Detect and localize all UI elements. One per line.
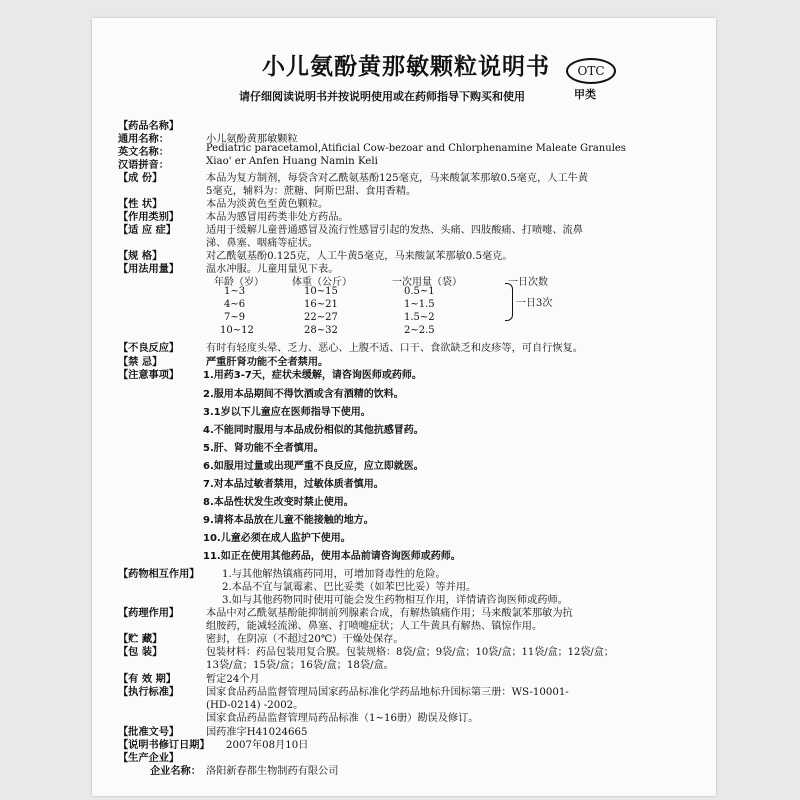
dosage-weight-cell: 16~21 bbox=[304, 299, 338, 310]
document-title: 小儿氨酚黄那敏颗粒说明书 bbox=[262, 54, 550, 80]
storage-label: 【贮 藏】 bbox=[118, 633, 163, 645]
dosage-weight-cell: 10~15 bbox=[304, 286, 338, 297]
contraindications-label: 【禁 忌】 bbox=[118, 356, 163, 368]
category-label: 【作用类别】 bbox=[118, 211, 180, 223]
category-value: 本品为感冒用药类非处方药品。 bbox=[206, 212, 349, 223]
precaution-item: 3.1岁以下儿童应在医师指导下使用。 bbox=[203, 407, 371, 418]
company-value: 洛阳新春都生物制药有限公司 bbox=[206, 766, 339, 777]
packaging-line1: 包装材料：药品包装用复合膜。包装规格：8袋/盒；9袋/盒；10袋/盒；11袋/盒；12袋/盒； bbox=[206, 647, 614, 658]
otc-class: 甲类 bbox=[574, 88, 596, 101]
pharmacology-line1: 本品中对乙酰氨基酚能抑制前列腺素合成，有解热镇痛作用；马来酸氯苯那敏为抗 bbox=[206, 608, 573, 619]
dosage-age-cell: 7~9 bbox=[224, 312, 246, 323]
drug-name-heading: 【药品名称】 bbox=[118, 120, 180, 132]
dosage-weight-cell: 28~32 bbox=[304, 325, 338, 336]
contraindications-value: 严重肝肾功能不全者禁用。 bbox=[206, 357, 329, 368]
precaution-item: 7.对本品过敏者禁用，过敏体质者慎用。 bbox=[203, 479, 384, 490]
revision-label: 【说明书修订日期】 bbox=[118, 739, 210, 751]
precaution-item: 10.儿童必须在成人监护下使用。 bbox=[203, 533, 351, 544]
standard-line2: (HD-0214) -2002。 bbox=[206, 700, 304, 711]
dosage-weight-cell: 22~27 bbox=[304, 312, 338, 323]
interactions-line2: 2.本品不宜与氯霉素、巴比妥类（如苯巴比妥）等并用。 bbox=[222, 582, 477, 593]
dosage-header-dose: 一次用量（袋） bbox=[392, 277, 462, 288]
standard-line1: 国家食品药品监督管理局国家药品标准化学药品地标升国标第三册：WS-10001- bbox=[206, 687, 569, 698]
precautions-label: 【注意事项】 bbox=[118, 369, 180, 381]
english-name-label: 英文名称： bbox=[118, 146, 169, 158]
pinyin-label: 汉语拼音： bbox=[118, 159, 169, 171]
pharmacology-label: 【药理作用】 bbox=[118, 607, 180, 619]
revision-value: 2007年08月10日 bbox=[226, 740, 309, 751]
indications-label: 【适 应 症】 bbox=[118, 224, 177, 236]
ingredients-line1: 本品为复方制剂，每袋含对乙酰氨基酚125毫克，马来酸氯苯那敏0.5毫克，人工牛黄 bbox=[206, 173, 589, 184]
precaution-item: 9.请将本品放在儿童不能接触的地方。 bbox=[203, 515, 374, 526]
dosage-header-age: 年龄（岁） bbox=[214, 277, 264, 288]
common-name-value: 小儿氨酚黄那敏颗粒 bbox=[206, 134, 298, 145]
standard-label: 【执行标准】 bbox=[118, 686, 180, 698]
adverse-label: 【不良反应】 bbox=[118, 342, 180, 354]
precaution-item: 4.不能同时服用与本品成份相似的其他抗感冒药。 bbox=[203, 425, 424, 436]
interactions-label: 【药物相互作用】 bbox=[118, 568, 200, 580]
dosage-dose-cell: 2~2.5 bbox=[404, 325, 435, 336]
otc-badge: OTC bbox=[566, 58, 616, 84]
dosage-brace bbox=[505, 283, 513, 321]
precaution-item: 11.如正在使用其他药品，使用本品前请咨询医师或药师。 bbox=[203, 551, 461, 562]
document-subtitle: 请仔细阅读说明书并按说明使用或在药师指导下购买和使用 bbox=[239, 90, 525, 103]
standard-line3: 国家食品药品监督管理局药品标准（1~16册）勘误及修订。 bbox=[206, 713, 479, 724]
dosage-age-cell: 1~3 bbox=[224, 286, 246, 297]
validity-value: 暂定24个月 bbox=[206, 674, 260, 685]
precaution-item: 5.肝、肾功能不全者慎用。 bbox=[203, 443, 324, 454]
packaging-line2: 13袋/盒；15袋/盒；16袋/盒；18袋/盒。 bbox=[206, 660, 394, 671]
dosage-dose-cell: 0.5~1 bbox=[404, 286, 435, 297]
interactions-line1: 1.与其他解热镇痛药同用，可增加肾毒性的危险。 bbox=[222, 569, 446, 580]
indications-line2: 涕、鼻塞、咽痛等症状。 bbox=[206, 238, 319, 249]
dosage-dose-cell: 1~1.5 bbox=[404, 299, 435, 310]
adverse-value: 有时有轻度头晕、乏力、恶心、上腹不适、口干、食欲缺乏和皮疹等，可自行恢复。 bbox=[206, 343, 583, 354]
ingredients-line2: 5毫克，辅料为：蔗糖、阿斯巴甜、食用香精。 bbox=[206, 186, 417, 197]
dosage-value: 温水冲服。儿童用量见下表。 bbox=[206, 264, 339, 275]
precaution-item: 6.如服用过量或出现严重不良反应，应立即就医。 bbox=[203, 461, 424, 472]
packaging-label: 【包 装】 bbox=[118, 646, 163, 658]
dosage-header-times: 一日次数 bbox=[508, 277, 548, 288]
precaution-item: 1.用药3-7天，症状未缓解，请咨询医师或药师。 bbox=[203, 370, 422, 381]
company-label: 企业名称： bbox=[150, 765, 201, 777]
specification-value: 对乙酰氨基酚0.125克，人工牛黄5毫克，马来酸氯苯那敏0.5毫克。 bbox=[206, 251, 513, 262]
approval-value: 国药准字H41024665 bbox=[206, 727, 308, 738]
precaution-item: 2.服用本品期间不得饮酒或含有酒精的饮料。 bbox=[203, 389, 404, 400]
common-name-label: 通用名称： bbox=[118, 133, 169, 145]
specification-label: 【规 格】 bbox=[118, 250, 163, 262]
dosage-age-cell: 4~6 bbox=[224, 299, 246, 310]
english-name-value: Pediatric paracetamol,Atificial Cow-bezoar and Chlorphenamine Maleate Granules bbox=[206, 143, 626, 154]
dosage-times-value: 一日3次 bbox=[516, 298, 553, 309]
interactions-line3: 3.如与其他药物同时使用可能会发生药物相互作用，详情请咨询医师或药师。 bbox=[222, 595, 568, 606]
dosage-label: 【用法用量】 bbox=[118, 263, 180, 275]
ingredients-label: 【成 份】 bbox=[118, 172, 163, 184]
appearance-value: 本品为淡黄色至黄色颗粒。 bbox=[206, 199, 329, 210]
indications-line1: 适用于缓解儿童普通感冒及流行性感冒引起的发热、头痛、四肢酸痛、打喷嚏、流鼻 bbox=[206, 225, 583, 236]
storage-value: 密封，在阴凉（不超过20℃）干燥处保存。 bbox=[206, 634, 404, 645]
validity-label: 【有 效 期】 bbox=[118, 673, 177, 685]
appearance-label: 【性 状】 bbox=[118, 198, 163, 210]
dosage-dose-cell: 1.5~2 bbox=[404, 312, 435, 323]
pinyin-value: Xiao' er Anfen Huang Namin Keli bbox=[206, 156, 378, 167]
pharmacology-line2: 组胺药，能减轻流涕、鼻塞、打喷嚏症状；人工牛黄具有解热、镇惊作用。 bbox=[206, 621, 543, 632]
dosage-header-weight: 体重（公斤） bbox=[292, 277, 352, 288]
approval-label: 【批准文号】 bbox=[118, 726, 180, 738]
dosage-age-cell: 10~12 bbox=[220, 325, 254, 336]
manufacturer-heading: 【生产企业】 bbox=[118, 752, 180, 764]
precaution-item: 8.本品性状发生改变时禁止使用。 bbox=[203, 497, 354, 508]
